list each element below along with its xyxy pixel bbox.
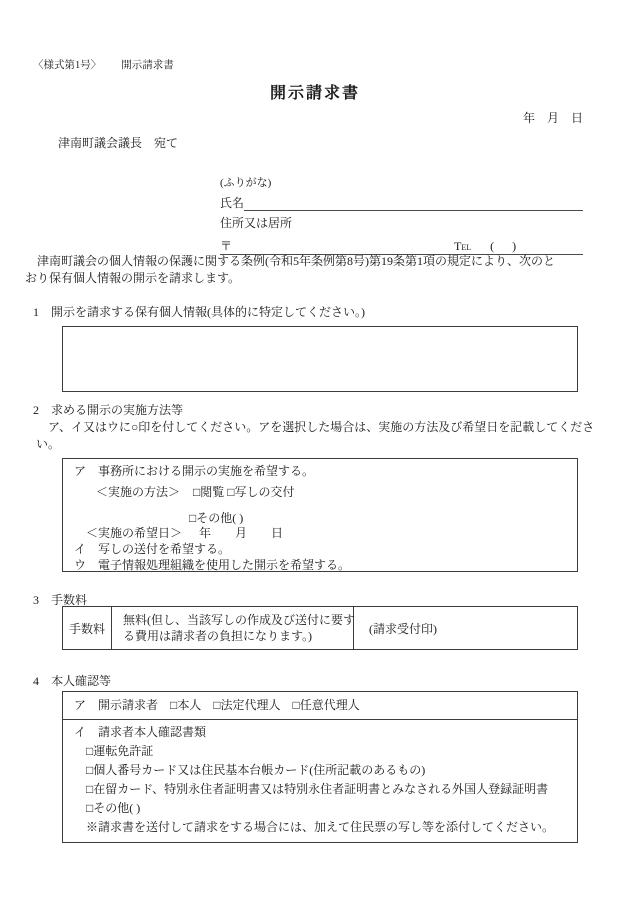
form-code-line [33,57,174,72]
tel-group [454,237,519,254]
name-field-row [220,192,583,211]
option-u-electronic-disclosure: ウ 電子情報処理組織を使用した開示を希望する。 [74,557,351,572]
section2-note [36,419,594,452]
name-input-line[interactable] [244,192,583,211]
postal-tel-field-row[interactable] [220,234,583,255]
fee-table [62,606,578,650]
form-code-doc-title: 開示請求書 [121,60,174,71]
date-line: 年 月 日 [522,111,583,125]
intro-paragraph [25,253,610,286]
tel-parens: ( ) [490,239,520,253]
addressee: 津南町議会議長 宛て [58,136,179,150]
fee-description-line-2: る費用は請求者の負担になります。) [123,629,313,643]
method-label: ＜実施の方法＞ [96,484,181,499]
applicant-block [220,176,583,255]
identity-verification-box [62,691,578,843]
form-code: 〈様式第1号〉 [33,60,102,71]
identity-documents-row [63,720,577,842]
fee-description-line-1: 無料(但し、当該写しの作成及び送付に要す [123,613,355,627]
doc-checkbox-residence-card: □在留カード、特別永住者証明書又は特別永住者証明書とみなされる外国人登録証明書 [86,782,549,796]
method-checkbox-options: □閲覧 □写しの交付 [193,484,295,499]
method-row [63,485,577,501]
section4-heading: 4 本人確認等 [33,674,112,688]
section2-heading: 2 求める開示の実施方法等 [33,403,184,417]
page-title: 開示請求書 [269,85,360,102]
wish-date-row [63,526,577,542]
option-a-office-disclosure: ア 事務所における開示の実施を希望する。 [74,464,315,478]
section3-heading: 3 手数料 [33,593,88,607]
section2-note-line-2: い。 [36,436,61,451]
doc-checkbox-other: □その他( ) [86,801,141,815]
intro-line-1: 津南町議会の個人情報の保護に関する条例(令和5年条例第8号)第19条第1項の規定により、次のと [25,254,555,268]
requester-type-row: ア 開示請求者 □本人 □法定代理人 □任意代理人 [63,692,577,720]
option-i-copy-mailing: イ 写しの送付を希望する。 [74,542,231,557]
doc-checkbox-mynumber-card: □個人番号カード又は住民基本台帳カード(住所記載のあるもの) [86,763,426,777]
mailing-note: ※請求書を送付して請求をする場合には、加えて住民票の写し等を添付してください。 [86,820,555,834]
address-label: 住所又は居所 [220,216,293,230]
postal-mark: 〒 [220,239,233,253]
identity-documents-title: イ 請求者本人確認書類 [74,725,207,739]
section1-request-detail-box[interactable] [62,326,578,392]
section2-method-box [62,458,578,572]
furigana-label: (ふりがな) [220,177,272,189]
wish-date-value: 年 月 日 [199,526,284,541]
doc-checkbox-drivers-license: □運転免許証 [86,744,154,758]
receipt-stamp-cell: (請求受付印) [369,621,437,636]
fee-row-label: 手数料 [63,607,112,649]
section2-note-line-1: ア、イ又はウに○印を付してください。アを選択した場合は、実施の方法及び希望日を記載してくださ [36,420,595,434]
tel-label: Tel [454,239,472,253]
name-label: 氏名 [220,196,245,210]
intro-line-2: おり保有個人情報の開示を請求します。 [25,270,241,285]
fee-description-cell [112,607,354,649]
section1-heading: 1 開示を請求する保有個人情報(具体的に特定してください。) [33,305,365,319]
method-other-checkbox: □その他( ) [189,510,244,525]
wish-date-label: ＜実施の希望日＞ [86,526,183,541]
